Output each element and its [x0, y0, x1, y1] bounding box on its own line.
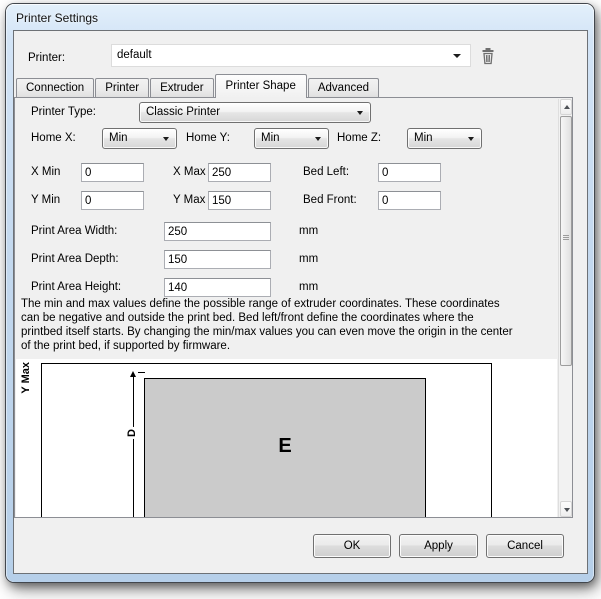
dimension-line	[133, 374, 134, 517]
dialog-client-area	[13, 30, 588, 574]
home-y-label: Home Y:	[186, 132, 230, 144]
tab-printer[interactable]: Printer	[95, 78, 149, 98]
chevron-down-icon	[315, 137, 321, 141]
apply-button[interactable]: Apply	[399, 534, 478, 558]
print-area-depth-unit: mm	[299, 253, 319, 265]
arrow-down-icon	[564, 508, 570, 512]
tab-connection[interactable]: Connection	[16, 78, 94, 98]
x-min-label: X Min	[31, 166, 61, 178]
x-max-input[interactable]	[208, 163, 271, 182]
home-x-label: Home X:	[31, 132, 76, 144]
bed-diagram	[16, 359, 557, 517]
tab-printer-shape[interactable]: Printer Shape	[215, 74, 307, 98]
print-area-height-label: Print Area Height:	[31, 281, 122, 293]
bed-left-label: Bed Left:	[303, 166, 350, 178]
home-y-value: Min	[261, 132, 280, 144]
printer-type-label: Printer Type:	[31, 106, 96, 118]
window-title: Printer Settings	[16, 11, 99, 25]
printer-shape-tab-page	[14, 97, 573, 518]
bed-left-input[interactable]	[378, 163, 441, 182]
vertical-scrollbar[interactable]	[558, 99, 572, 517]
scrollbar-thumb[interactable]	[560, 116, 572, 366]
scroll-down-button[interactable]	[560, 501, 572, 517]
scrollbar-grip-icon	[563, 235, 569, 241]
print-area-width-input[interactable]	[164, 222, 271, 241]
arrow-up-icon	[564, 105, 570, 109]
y-min-input[interactable]	[81, 191, 144, 210]
y-max-label: Y Max	[173, 194, 206, 206]
diagram-y-max-label: Y Max	[20, 362, 32, 394]
ok-button[interactable]: OK	[313, 534, 391, 558]
tab-extruder[interactable]: Extruder	[150, 78, 213, 98]
printer-label: Printer:	[28, 52, 66, 64]
chevron-down-icon	[357, 111, 363, 115]
dimension-tick	[138, 372, 145, 373]
home-y-select[interactable]	[254, 128, 329, 149]
home-x-value: Min	[109, 132, 128, 144]
print-area-depth-label: Print Area Depth:	[31, 253, 119, 265]
home-z-label: Home Z:	[337, 132, 382, 144]
printer-select[interactable]	[111, 44, 471, 67]
home-z-select[interactable]	[407, 128, 482, 149]
print-area-height-unit: mm	[299, 281, 319, 293]
scroll-up-button[interactable]	[560, 99, 572, 115]
cancel-button[interactable]: Cancel	[486, 534, 564, 558]
chevron-down-icon	[163, 137, 169, 141]
home-z-value: Min	[414, 132, 433, 144]
print-area-width-label: Print Area Width:	[31, 225, 118, 237]
chevron-down-icon	[468, 137, 474, 141]
trash-icon	[480, 47, 496, 65]
printer-settings-dialog	[6, 4, 594, 582]
diagram-bed-label: E	[278, 435, 292, 457]
print-area-width-unit: mm	[299, 225, 319, 237]
print-area-depth-input[interactable]	[164, 250, 271, 269]
delete-printer-button[interactable]	[480, 47, 496, 65]
printer-select-value: default	[117, 49, 152, 61]
tab-strip	[16, 74, 379, 98]
bed-front-label: Bed Front:	[303, 194, 357, 206]
x-min-input[interactable]	[81, 163, 144, 182]
home-x-select[interactable]	[102, 128, 177, 149]
y-min-label: Y Min	[31, 194, 61, 206]
chevron-down-icon	[453, 54, 461, 58]
tab-advanced[interactable]: Advanced	[308, 78, 379, 98]
printer-type-value: Classic Printer	[146, 106, 221, 118]
range-description-text: The min and max values define the possible range of extruder coordinates. These coordinates can be negative and outside the print bed. Bed left/front define the coordinates where the printbed itself starts. By changing the min/max values you can even move the origin in the center of the print bed, if supported by firmware.	[21, 298, 513, 352]
bed-front-input[interactable]	[378, 191, 441, 210]
print-area-height-input[interactable]	[164, 278, 271, 297]
diagram-depth-label: D	[126, 429, 138, 437]
y-max-input[interactable]	[208, 191, 271, 210]
x-max-label: X Max	[173, 166, 206, 178]
printer-type-select[interactable]	[139, 102, 371, 123]
